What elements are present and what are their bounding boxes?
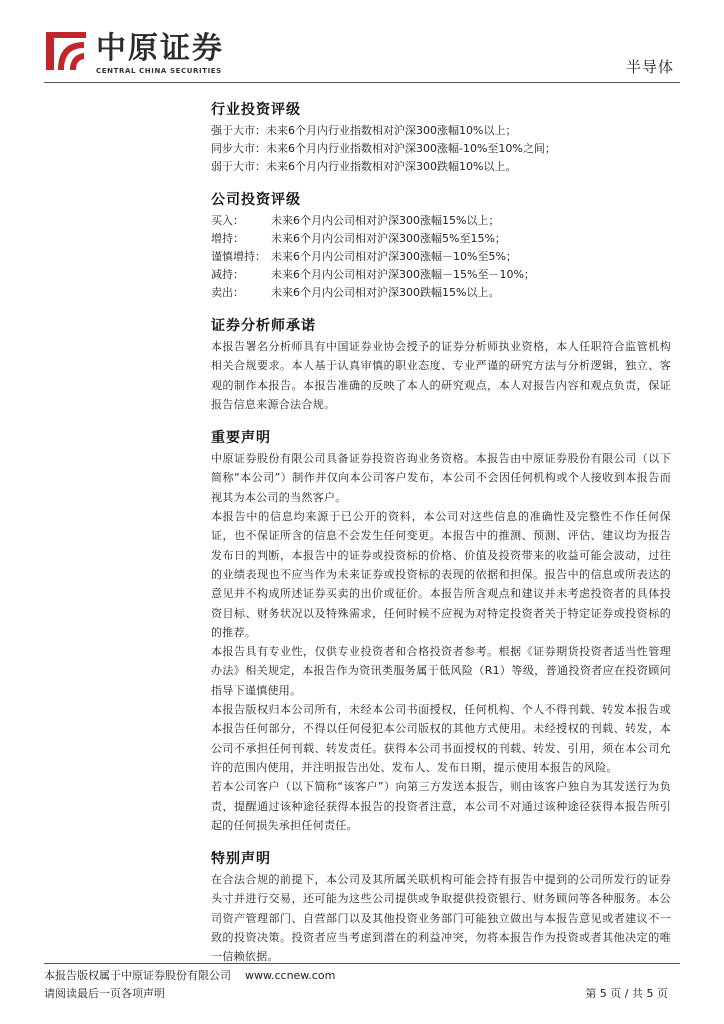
industry-rating-title: 行业投资评级 xyxy=(211,102,301,118)
industry-rating-list xyxy=(211,122,671,176)
rating-text: 未来6个月内公司相对沪深300涨幅－10%至5%； xyxy=(271,250,517,263)
company-rating-list xyxy=(211,212,671,302)
important-statement-title: 重要声明 xyxy=(211,430,271,447)
footer-notice: 请阅读最后一页各项声明 xyxy=(44,987,165,1000)
rating-label: 增持： xyxy=(211,232,244,245)
rating-label: 买入： xyxy=(211,214,244,227)
special-statement-title: 特别声明 xyxy=(211,851,271,868)
disclaimer-paragraph: 本报告具有专业性，仅供专业投资者和合格投资者参考。根据《证券期货投资者适当性管理办法》相关规定，本报告作为资讯类服务属于低风险（R1）等级，普通投资者应在投资顾问指导下谨慎使用。 xyxy=(211,645,671,697)
analyst-commitment-title: 证券分析师承诺 xyxy=(211,318,316,334)
logo-chinese-name: 中原证券 xyxy=(96,31,224,66)
company-rating-item xyxy=(211,230,671,248)
industry-rating-item: 强于大市：未来6个月内行业指数相对沪深300涨幅10%以上； xyxy=(211,124,517,137)
rating-text: 未来6个月内公司相对沪深300涨幅15%以上； xyxy=(271,214,500,227)
page-number: 第 5 页 / 共 5 页 xyxy=(585,987,668,1000)
industry-rating-item: 同步大市：未来6个月内行业指数相对沪深300涨幅-10%至10%之间； xyxy=(211,142,556,155)
rating-text: 未来6个月内公司相对沪深300跌幅15%以上。 xyxy=(271,286,500,299)
main-content xyxy=(211,100,671,967)
disclaimer-paragraph: 本报告版权归本公司所有，未经本公司书面授权，任何机构、个人不得刊载、转发本报告或本报告任何部分，不得以任何侵犯本公司版权的其他方式使用。未经授权的刊载、转发，本公司不承担任何刊载、转发责任。获得本公司书面授权的刊载、转发、引用，须在本公司允许的范围内使用，并注明报告出处、发布人、发布日期，提示使用本报告的风险。 xyxy=(211,703,671,774)
company-logo xyxy=(44,30,234,75)
disclaimer-paragraph: 中原证券股份有限公司具备证券投资咨询业务资格。本报告由中原证券股份有限公司（以下简称“本公司”）制作并仅向本公司客户发布，本公司不会因任何机构或个人接收到本报告而视其为本公司的当然客户。 xyxy=(211,452,671,504)
footer-copyright: 本报告版权属于中原证券股份有限公司 xyxy=(44,969,231,982)
footer-divider xyxy=(44,963,680,964)
rating-label: 谨慎增持： xyxy=(211,250,266,263)
disclaimer-paragraph: 本报告中的信息均来源于已公开的资料，本公司对这些信息的准确性及完整性不作任何保证，也不保证所含的信息不会发生任何变更。本报告中的推测、预测、评估、建议均为报告发布日的判断，本报告中的证券或投资标的价格、价值及投资带来的收益可能会波动，过往的业绩表现也不应当作为未来证券或投资标的表现的依据和担保。报告中的信息或所表达的意见并不构成所述证券买卖的出价或征价。本报告所含观点和建议并未考虑投资者的具体投资目标、财务状况以及特殊需求，任何时候不应视为对特定投资者关于特定证券或投资标的的推荐。 xyxy=(211,510,671,639)
company-rating-item xyxy=(211,248,671,266)
footer-copyright-row xyxy=(44,967,668,983)
rating-label: 卖出： xyxy=(211,286,244,299)
sector-label: 半导体 xyxy=(625,58,674,76)
footer-website-link[interactable]: www.ccnew.com xyxy=(245,969,336,982)
rating-text: 未来6个月内公司相对沪深300涨幅5%至15%； xyxy=(271,232,506,245)
header-divider xyxy=(44,82,680,83)
company-rating-item xyxy=(211,212,671,230)
special-statement-text: 在合法合规的前提下，本公司及其所属关联机构可能会持有报告中提到的公司所发行的证券头寸并进行交易，还可能为这些公司提供或争取提供投资银行、财务顾问等各种服务。本公司资产管理部门、自营部门以及其他投资业务部门可能独立做出与本报告意见或者建议不一致的投资决策。投资者应当考虑到潜在的利益冲突，勿将本报告作为投资或者其他决定的唯一信赖依据。 xyxy=(211,873,671,964)
rating-text: 未来6个月内公司相对沪深300涨幅－15%至－10%； xyxy=(271,268,535,281)
logo-english-name: CENTRAL CHINA SECURITIES xyxy=(96,67,222,75)
company-rating-item xyxy=(211,266,671,284)
footer-notice-row xyxy=(44,985,668,1001)
company-rating-item xyxy=(211,284,671,302)
disclaimer-paragraph: 若本公司客户（以下简称“该客户”）向第三方发送本报告，则由该客户独自为其发送行为负责，提醒通过该种途径获得本报告的投资者注意，本公司不对通过该种途径获得本报告所引起的任何损失承担任何责任。 xyxy=(211,780,671,832)
logo-mark-icon xyxy=(44,30,88,72)
industry-rating-item: 弱于大市：未来6个月内行业指数相对沪深300跌幅10%以上。 xyxy=(211,160,517,173)
company-rating-title: 公司投资评级 xyxy=(211,192,301,208)
rating-label: 减持： xyxy=(211,268,244,281)
analyst-commitment-text: 本报告署名分析师具有中国证券业协会授予的证券分析师执业资格，本人任职符合监管机构相关合规要求。本人基于认真审慎的职业态度、专业严谨的研究方法与分析逻辑，独立、客观的制作本报告。本报告准确的反映了本人的研究观点，本人对报告内容和观点负责，保证报告信息来源合法合规。 xyxy=(211,340,671,411)
